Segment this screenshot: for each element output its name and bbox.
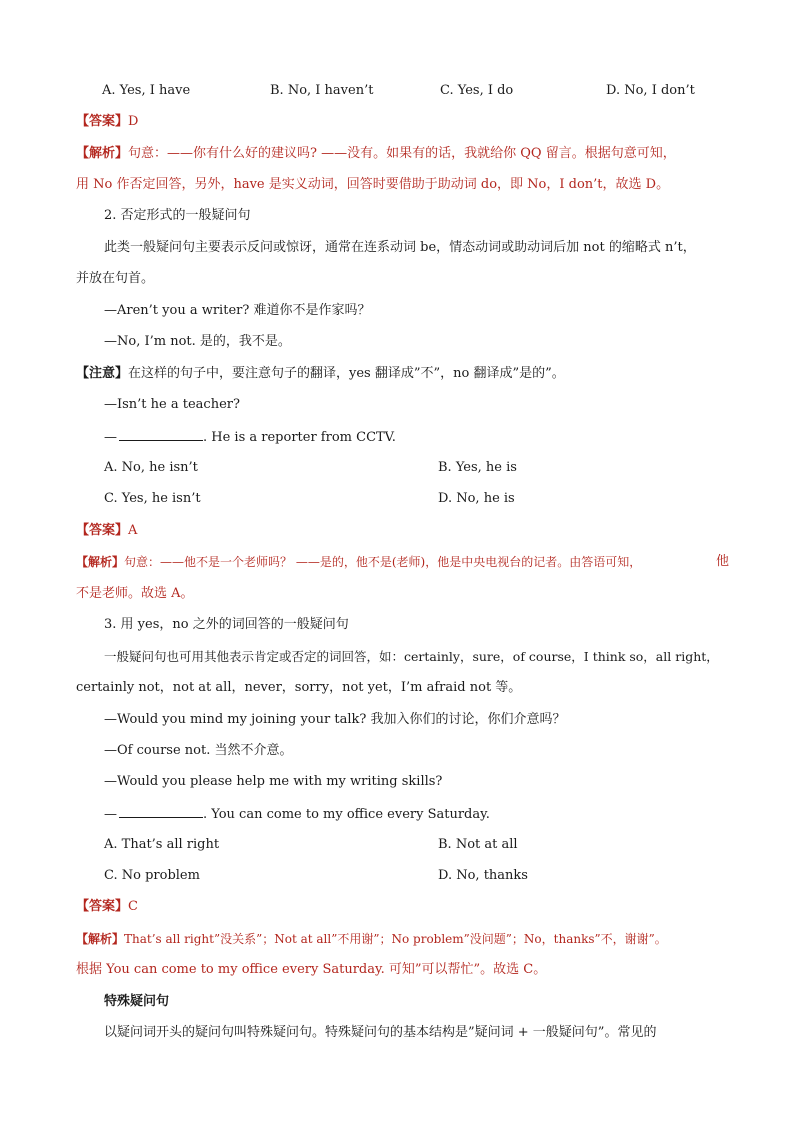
- analysis-tag: 【解析】: [76, 555, 125, 569]
- q1-analysis-line-1: 【解析】句意：——你有什么好的建议吗? ——没有。如果有的话，我就给你 QQ 留言。根据句意可知，: [76, 146, 676, 161]
- q3-analysis-line-2: 根据 You can come to my office every Saturday. 可知”可以帮忙”。故选 C。: [76, 962, 547, 977]
- answer-tag: 【答案】: [76, 523, 129, 538]
- q2-line-1: —Isn’t he a teacher?: [104, 397, 240, 412]
- q2-line-2: — . He is a reporter from CCTV.: [104, 430, 396, 445]
- analysis-tag: 【解析】: [76, 146, 129, 161]
- analysis-tag: 【解析】: [76, 932, 125, 946]
- answer-value: A: [128, 523, 138, 538]
- q2-analysis-line-2: 不是老师。故选 A。: [76, 586, 194, 601]
- q2-option-d: D. No, he is: [438, 491, 515, 506]
- section2-desc-line-1: 此类一般疑问句主要表示反问或惊讶，通常在连系动词 be，情态动词或助动词后加 not 的缩略式 n’t，: [104, 240, 696, 255]
- answer-tag: 【答案】: [76, 899, 129, 914]
- answer-value: D: [128, 114, 139, 129]
- example2-answer: —No, I’m not. 是的，我不是。: [104, 334, 291, 349]
- answer-blank[interactable]: [119, 805, 203, 818]
- q1-option-c: C. Yes, I do: [440, 83, 514, 98]
- answer-value: C: [128, 899, 138, 914]
- note-tag: 【注意】: [76, 366, 129, 381]
- section3-desc-line-2: certainly not，not at all，never，sorry，not yet，I’m afraid not 等。: [76, 680, 522, 695]
- q3-analysis-line-1: 【解析】That’s all right”没关系”；Not at all”不用谢”；No problem”没问题”；No，thanks”不，谢谢”。: [76, 932, 667, 946]
- q2-option-a: A. No, he isn’t: [104, 460, 198, 475]
- q1-answer: [76, 113, 138, 131]
- example2-question: —Aren’t you a writer? 难道你不是作家吗？: [104, 303, 371, 318]
- q1-option-a: A. Yes, I have: [102, 83, 191, 98]
- q2-option-c: C. Yes, he isn’t: [104, 491, 201, 506]
- answer-blank[interactable]: [119, 428, 203, 441]
- example3-answer: —Of course not. 当然不介意。: [104, 743, 293, 758]
- q2-answer: [76, 522, 137, 540]
- example3-question: —Would you mind my joining your talk? 我加入你们的讨论，你们介意吗？: [104, 712, 566, 727]
- q3-option-d: D. No, thanks: [438, 868, 528, 883]
- q2-option-b: B. Yes, he is: [438, 460, 517, 475]
- q1-option-d: D. No, I don’t: [606, 83, 695, 98]
- q3-option-b: B. Not at all: [438, 837, 518, 852]
- note: 【注意】在这样的句子中，要注意句子的翻译，yes 翻译成”不”，no 翻译成”是的”。: [76, 366, 565, 381]
- q2-analysis-line-1-end: 他: [716, 554, 730, 569]
- q1-analysis-line-2: 用 No 作否定回答，另外，have 是实义动词，回答时要借助于助动词 do，即 No，I don’t，故选 D。: [76, 177, 670, 192]
- section3-title: 3. 用 yes，no 之外的词回答的一般疑问句: [104, 617, 349, 632]
- section3-desc-line-1: 一般疑问句也可用其他表示肯定或否定的词回答，如：certainly，sure，of course，I think so，all right，: [104, 649, 719, 664]
- q3-line-2: — . You can come to my office every Saturday.: [104, 807, 490, 822]
- section4-desc-line-1: 以疑问词开头的疑问句叫特殊疑问句。特殊疑问句的基本结构是”疑问词 + 一般疑问句”。常见的: [104, 1025, 657, 1040]
- section2-desc-line-2: 并放在句首。: [76, 271, 155, 286]
- answer-tag: 【答案】: [76, 114, 129, 129]
- q2-analysis-line-1: 【解析】句意：——他不是一个老师吗？ ——是的，他不是(老师)，他是中央电视台的记者。由答语可知，: [76, 555, 642, 569]
- section2-title: 2. 否定形式的一般疑问句: [104, 208, 251, 223]
- section4-title: 特殊疑问句: [104, 994, 170, 1009]
- q3-line-1: —Would you please help me with my writing skills?: [104, 774, 443, 789]
- q3-option-a: A. That’s all right: [104, 837, 220, 852]
- q3-answer: [76, 898, 138, 916]
- q3-option-c: C. No problem: [104, 868, 200, 883]
- q1-option-b: B. No, I haven’t: [270, 83, 374, 98]
